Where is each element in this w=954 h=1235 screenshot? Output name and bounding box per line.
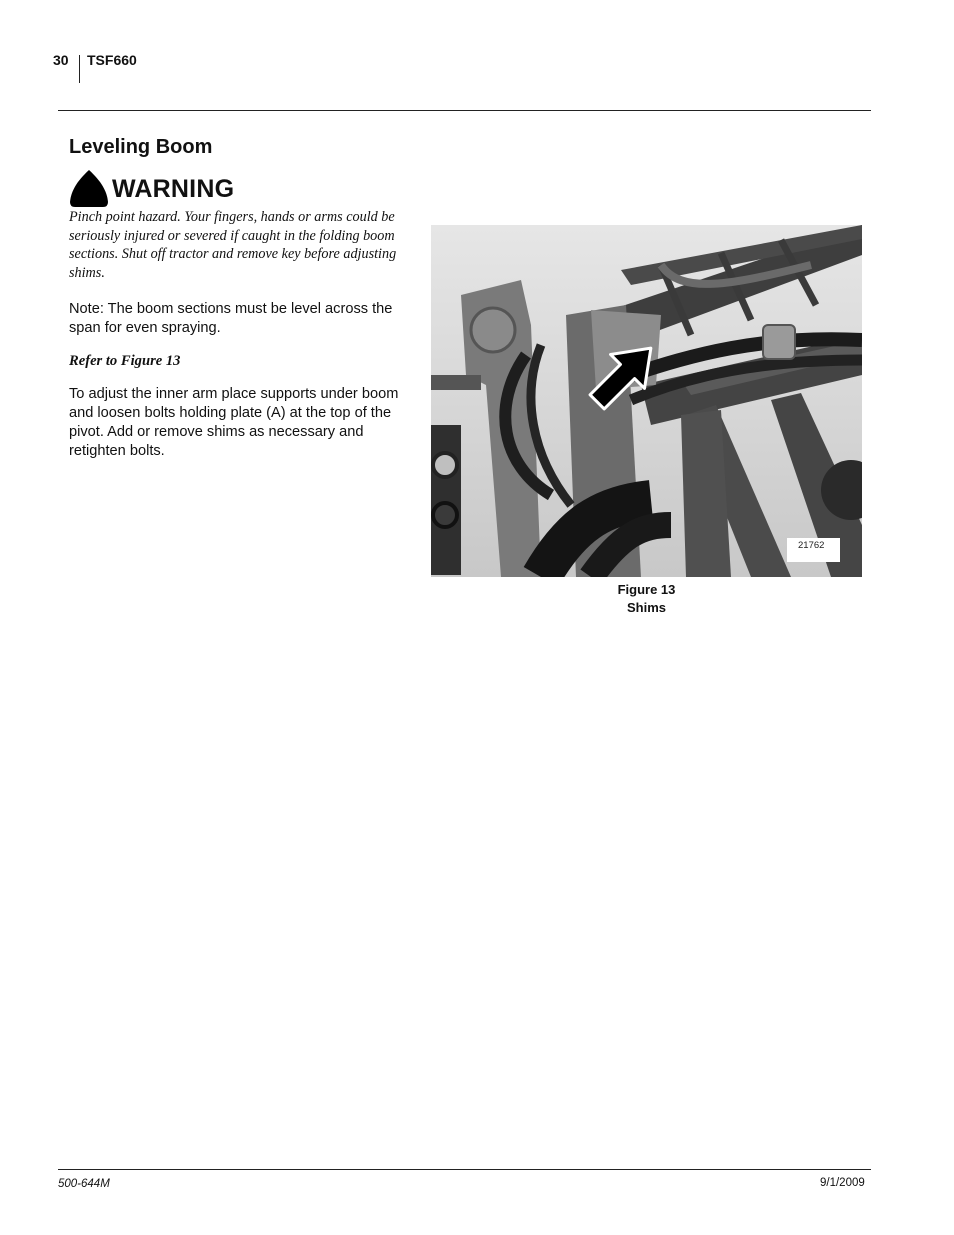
figure-reference: Refer to Figure 13: [69, 353, 181, 369]
figure-number: 21762: [798, 540, 825, 551]
figure-caption: [431, 581, 862, 617]
figure-caption-title: Shims: [626, 600, 666, 615]
section-title: Leveling Boom: [69, 136, 213, 158]
header-rule: [58, 110, 871, 111]
footer-rule: [58, 1169, 871, 1170]
page-number: 30: [53, 52, 69, 68]
warning-label: WARNING: [112, 174, 235, 203]
warning-heading: [69, 168, 234, 210]
figure-caption-number: Figure 13: [617, 582, 676, 597]
header-divider: [79, 55, 80, 83]
instructions-text: To adjust the inner arm place supports under boom and loosen bolts holding plate (A) at the top of the pivot. Add or remove shims as necessary and retighten bolts.: [69, 386, 399, 459]
document-date: 9/1/2009: [820, 1177, 865, 1189]
warning-text: Pinch point hazard. Your fingers, hands or arms could be seriously injured or severed if caught in the folding boom sections. Shut off tractor and remove key before adjusting shims.: [69, 209, 397, 281]
warning-icon: [69, 169, 109, 209]
model-name: TSF660: [87, 52, 137, 68]
document-number: 500-644M: [58, 1178, 110, 1190]
note-text: Note: The boom sections must be level across the span for even spraying.: [69, 301, 393, 336]
figure-photo: [431, 225, 862, 577]
